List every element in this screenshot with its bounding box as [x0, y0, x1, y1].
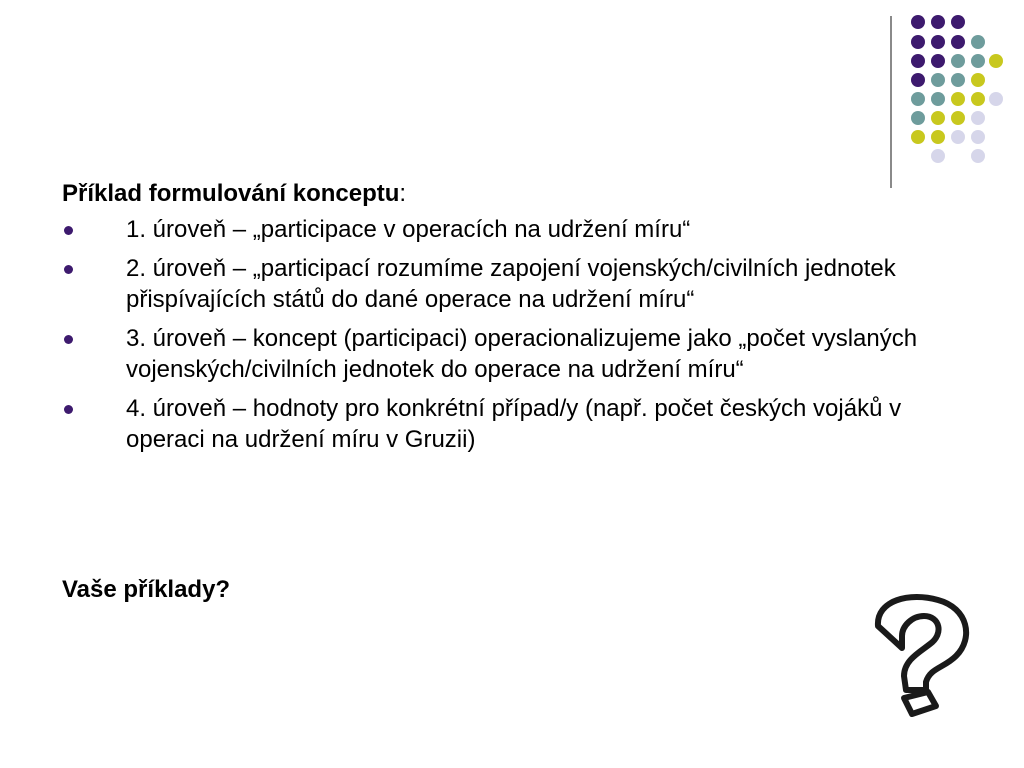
decorative-dot [971, 111, 985, 125]
bullet-list [62, 214, 982, 455]
decorative-dot [989, 54, 1003, 68]
vertical-divider [890, 16, 892, 188]
decorative-dot [989, 92, 1003, 106]
bullet-icon [64, 265, 73, 274]
decorative-dot [931, 73, 945, 87]
decorative-dot [971, 130, 985, 144]
decorative-dot [911, 73, 925, 87]
decorative-dot [971, 149, 985, 163]
bullet-item [62, 214, 982, 245]
question-mark-icon [868, 594, 978, 723]
bullet-text: 2. úroveň – „participací rozumíme zapojení vojenských/civilních jednotek přispívajících států do dané operace na udržení míru“ [126, 255, 896, 313]
decorative-dot [911, 111, 925, 125]
decorative-dot [931, 92, 945, 106]
decorative-dot [931, 111, 945, 125]
slide-content [62, 178, 982, 463]
slide-heading [62, 178, 982, 210]
decorative-dot [911, 130, 925, 144]
decorative-dot [951, 73, 965, 87]
bullet-text: 4. úroveň – hodnoty pro konkrétní případ/y (např. počet českých vojáků v operaci na udržení míru v Gruzii) [126, 395, 902, 453]
heading-bold: Příklad formulování konceptu [62, 180, 400, 207]
decorative-dot [931, 130, 945, 144]
bullet-icon [64, 335, 73, 344]
decorative-dot [971, 54, 985, 68]
decorative-dot [931, 35, 945, 49]
decorative-dot [911, 92, 925, 106]
decorative-dot [911, 54, 925, 68]
decorative-dot [931, 54, 945, 68]
decorative-dot [971, 73, 985, 87]
decorative-dot [951, 130, 965, 144]
bullet-icon [64, 226, 73, 235]
closing-question: Vaše příklady? [62, 576, 231, 603]
decorative-dot [951, 92, 965, 106]
decorative-dot [951, 15, 965, 29]
heading-suffix: : [399, 180, 407, 207]
bullet-icon [64, 405, 73, 414]
decorative-dot [931, 149, 945, 163]
decorative-dot [971, 92, 985, 106]
decorative-dot [911, 35, 925, 49]
bullet-item [62, 253, 982, 315]
decorative-dot [911, 15, 925, 29]
bullet-text: 1. úroveň – „participace v operacích na udržení míru“ [126, 216, 691, 243]
decorative-dot [931, 15, 945, 29]
bullet-item [62, 393, 982, 455]
decorative-dot [971, 35, 985, 49]
decorative-dot [951, 35, 965, 49]
decorative-dot [951, 111, 965, 125]
decorative-dot [951, 54, 965, 68]
bullet-text: 3. úroveň – koncept (participaci) operacionalizujeme jako „počet vyslaných vojenských/civilních jednotek do operace na udržení míru“ [126, 325, 918, 383]
bullet-item [62, 323, 982, 385]
